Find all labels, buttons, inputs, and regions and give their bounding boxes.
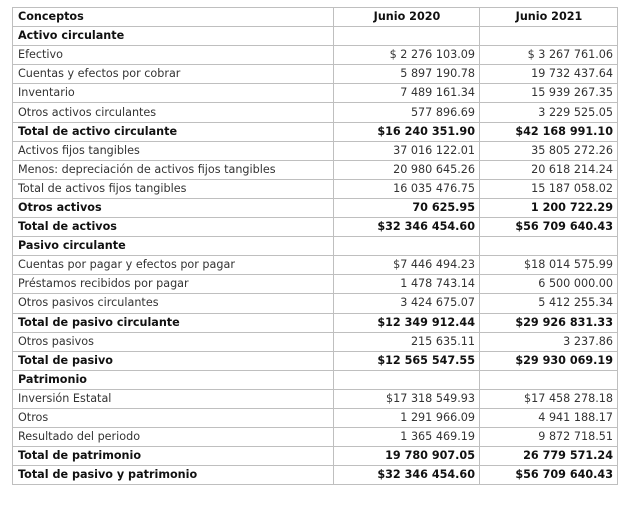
value-2020-cell: 37 016 122.01 [334,141,480,160]
concept-cell: Inventario [13,84,334,103]
value-2021-cell [480,27,618,46]
value-2020-cell: 3 424 675.07 [334,294,480,313]
value-2021-cell: 15 187 058.02 [480,179,618,198]
table-row [13,428,618,447]
value-2020-cell: 70 625.95 [334,198,480,217]
balance-sheet-container [12,7,618,485]
concept-cell: Total de activos fijos tangibles [13,179,334,198]
value-2021-cell: 5 412 255.34 [480,294,618,313]
value-2020-cell: 19 780 907.05 [334,447,480,466]
concept-cell: Total de activo circulante [13,122,334,141]
table-row [13,84,618,103]
value-2021-cell: 20 618 214.24 [480,160,618,179]
table-row [13,198,618,217]
concept-cell: Activos fijos tangibles [13,141,334,160]
table-row [13,179,618,198]
section-row [13,237,618,256]
value-2020-cell: 20 980 645.26 [334,160,480,179]
value-2020-cell: 7 489 161.34 [334,84,480,103]
value-2021-cell: 35 805 272.26 [480,141,618,160]
value-2020-cell: 577 896.69 [334,103,480,122]
table-row [13,46,618,65]
concept-cell: Total de pasivo y patrimonio [13,466,334,485]
concept-cell: Otros pasivos circulantes [13,294,334,313]
concept-cell: Efectivo [13,46,334,65]
table-row [13,65,618,84]
table-row [13,294,618,313]
value-2020-cell [334,370,480,389]
concept-cell: Cuentas por pagar y efectos por pagar [13,256,334,275]
value-2021-cell: 4 941 188.17 [480,408,618,427]
value-2021-cell: $ 3 267 761.06 [480,46,618,65]
table-row [13,141,618,160]
concept-cell: Otros activos circulantes [13,103,334,122]
value-2021-cell: 1 200 722.29 [480,198,618,217]
concept-cell: Total de activos [13,218,334,237]
concept-cell: Total de pasivo [13,351,334,370]
table-row [13,351,618,370]
value-2020-cell [334,27,480,46]
concept-cell: Préstamos recibidos por pagar [13,275,334,294]
value-2021-cell: 3 229 525.05 [480,103,618,122]
concept-cell: Menos: depreciación de activos fijos tangibles [13,160,334,179]
table-row [13,122,618,141]
section-row [13,27,618,46]
value-2021-cell: 6 500 000.00 [480,275,618,294]
table-row [13,389,618,408]
value-2020-cell: $16 240 351.90 [334,122,480,141]
table-row [13,332,618,351]
table-row [13,313,618,332]
value-2020-cell: $12 565 547.55 [334,351,480,370]
concept-cell: Otros pasivos [13,332,334,351]
value-2020-cell: 1 365 469.19 [334,428,480,447]
table-row [13,103,618,122]
balance-sheet-table [12,7,618,485]
value-2020-cell: $32 346 454.60 [334,218,480,237]
value-2021-cell: $17 458 278.18 [480,389,618,408]
value-2021-cell: 9 872 718.51 [480,428,618,447]
table-body [13,27,618,485]
concept-cell: Resultado del periodo [13,428,334,447]
value-2021-cell: $29 930 069.19 [480,351,618,370]
concept-cell: Total de pasivo circulante [13,313,334,332]
value-2020-cell [334,237,480,256]
value-2020-cell: $ 2 276 103.09 [334,46,480,65]
concept-cell: Patrimonio [13,370,334,389]
value-2021-cell [480,237,618,256]
concept-cell: Cuentas y efectos por cobrar [13,65,334,84]
value-2020-cell: 1 291 966.09 [334,408,480,427]
header-junio-2021: Junio 2021 [480,8,618,27]
value-2020-cell: 16 035 476.75 [334,179,480,198]
value-2020-cell: 1 478 743.14 [334,275,480,294]
table-row [13,447,618,466]
value-2020-cell: $32 346 454.60 [334,466,480,485]
value-2020-cell: $7 446 494.23 [334,256,480,275]
concept-cell: Activo circulante [13,27,334,46]
value-2021-cell: $56 709 640.43 [480,466,618,485]
value-2020-cell: 215 635.11 [334,332,480,351]
value-2020-cell: $17 318 549.93 [334,389,480,408]
value-2021-cell [480,370,618,389]
table-row [13,160,618,179]
value-2021-cell: $29 926 831.33 [480,313,618,332]
concept-cell: Otros [13,408,334,427]
table-row [13,218,618,237]
table-row [13,466,618,485]
value-2020-cell: 5 897 190.78 [334,65,480,84]
concept-cell: Total de patrimonio [13,447,334,466]
concept-cell: Inversión Estatal [13,389,334,408]
value-2021-cell: 26 779 571.24 [480,447,618,466]
value-2021-cell: $18 014 575.99 [480,256,618,275]
value-2021-cell: $42 168 991.10 [480,122,618,141]
table-header-row [13,8,618,27]
table-row [13,408,618,427]
section-row [13,370,618,389]
concept-cell: Otros activos [13,198,334,217]
table-row [13,275,618,294]
header-junio-2020: Junio 2020 [334,8,480,27]
value-2021-cell: 15 939 267.35 [480,84,618,103]
value-2021-cell: 19 732 437.64 [480,65,618,84]
value-2021-cell: $56 709 640.43 [480,218,618,237]
header-conceptos: Conceptos [13,8,334,27]
value-2021-cell: 3 237.86 [480,332,618,351]
table-row [13,256,618,275]
value-2020-cell: $12 349 912.44 [334,313,480,332]
concept-cell: Pasivo circulante [13,237,334,256]
